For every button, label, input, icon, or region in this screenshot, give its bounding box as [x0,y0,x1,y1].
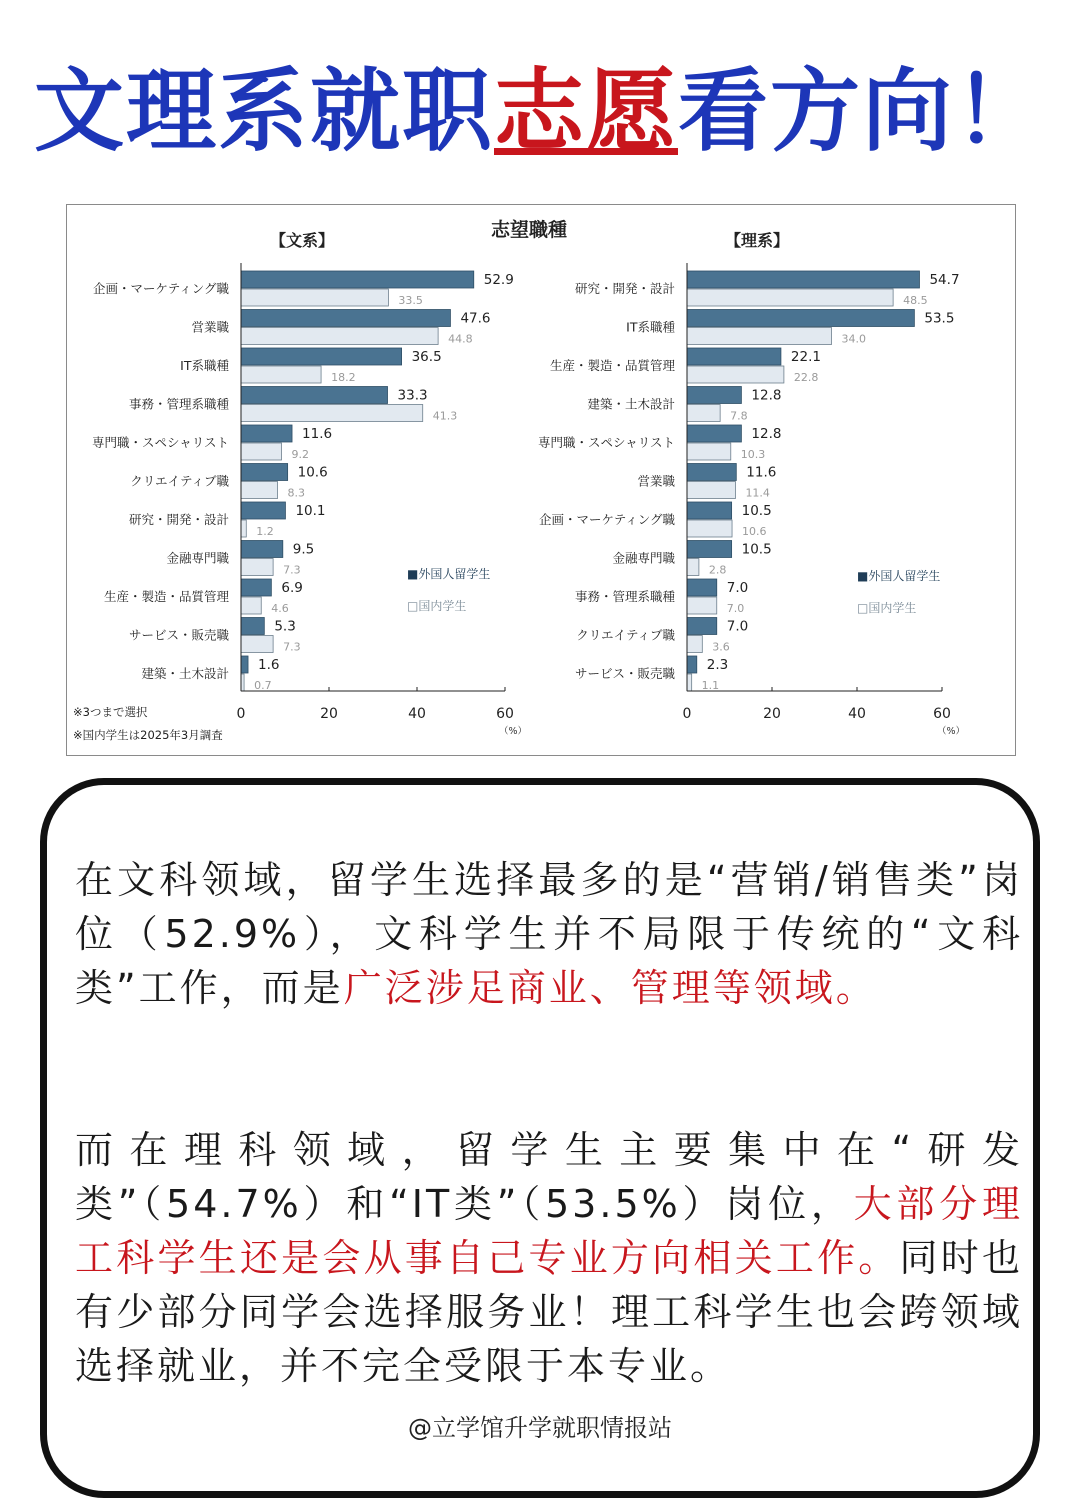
humanities-value-domestic: 8.3 [287,486,306,500]
job-preference-chart [67,205,1015,755]
humanities-value-international: 11.6 [302,426,333,442]
text-card [40,778,1040,1498]
science-value-domestic: 2.8 [708,563,727,577]
humanities-value-domestic: 0.7 [254,679,272,692]
humanities-category-label: 企画・マーケティング職 [92,281,229,296]
science-category-label: 金融専門職 [612,550,675,566]
humanities-legend-domestic: □国内学生 [407,599,467,613]
science-value-international: 10.5 [741,503,772,519]
humanities-value-international: 5.3 [274,618,296,635]
science-bar-domestic [687,597,717,614]
science-bar-domestic [687,520,732,537]
science-bar-international [687,271,919,288]
humanities-bar-international [241,387,388,404]
humanities-bar-international [241,348,402,365]
humanities-category-label: 金融専門職 [166,550,229,566]
humanities-bar-international [241,618,264,635]
science-bar-domestic [687,559,699,576]
science-value-domestic: 3.6 [712,640,730,654]
science-category-label: 専門職・スペシャリスト [537,435,675,450]
science-bar-international [687,387,741,404]
paragraph-1-text: 在文科领域，留学生选择最多的是“营销/销售类”岗位（52.9%），文科学生并不局限于传统的“文科类”工作，而是 [75,858,1023,1010]
humanities-value-domestic: 9.2 [291,448,309,461]
science-bar-domestic [687,366,784,383]
science-category-label: 事務・管理系職種 [574,589,675,604]
humanities-value-domestic: 7.3 [283,640,301,654]
humanities-bar-domestic [241,636,273,653]
science-category-label: 研究・開発・設計 [574,281,675,296]
humanities-value-domestic: 4.6 [271,602,289,615]
science-bar-domestic [687,405,720,422]
science-value-international: 7.0 [726,580,749,596]
humanities-bar-international [241,541,283,558]
science-bar-international [687,541,732,558]
humanities-bar-domestic [241,482,278,499]
science-category-label: 営業職 [637,473,675,489]
science-value-domestic: 10.3 [740,448,766,461]
humanities-value-domestic: 33.5 [398,294,423,307]
humanities-category-label: 営業職 [191,319,229,335]
paragraph-humanities [75,853,1023,1015]
humanities-value-domestic: 1.2 [256,525,274,538]
science-value-international: 22.1 [790,349,821,365]
humanities-bar-international [241,464,288,481]
science-category-label: 生産・製造・品質管理 [549,358,675,373]
science-value-international: 2.3 [706,657,729,673]
science-bar-international [687,502,732,519]
paragraph-2-text-after: 同时也有少部分同学会选择服务业！理工科学生也会跨领域选择就业，并不完全受限于本专业。 [75,1236,1023,1388]
science-x-unit: （%） [936,726,966,737]
science-x-tick-label: 60 [933,706,951,722]
science-value-domestic: 7.0 [726,602,745,615]
science-value-international: 12.8 [751,387,782,404]
humanities-value-international: 10.1 [295,503,326,519]
humanities-bar-international [241,271,474,288]
science-category-label: サービス・販売職 [574,666,675,681]
humanities-value-international: 6.9 [281,580,303,596]
humanities-category-label: サービス・販売職 [128,627,229,643]
humanities-bar-international [241,310,450,327]
humanities-value-domestic: 7.3 [283,563,301,577]
humanities-bar-domestic [241,405,423,422]
humanities-bar-international [241,656,248,673]
footer-credit: @立学馆升学就职情报站 [408,1414,672,1442]
science-x-tick-label: 40 [848,706,866,722]
humanities-chart-note: ※3つまで選択 [73,705,148,719]
science-legend-domestic: □国内学生 [857,601,917,615]
science-value-international: 11.6 [746,464,777,481]
humanities-category-label: 専門職・スペシャリスト [91,435,229,450]
humanities-bar-domestic [241,289,388,306]
science-bar-domestic [687,636,702,653]
humanities-value-international: 9.5 [292,541,315,558]
science-bar-international [687,656,697,673]
science-bar-domestic [687,328,832,345]
science-bar-international [687,618,717,635]
science-bar-domestic [687,443,731,460]
humanities-bar-international [241,579,271,596]
science-category-label: 企画・マーケティング職 [538,512,675,527]
science-x-tick-label: 0 [682,706,692,722]
science-legend-international: ■外国人留学生 [857,569,941,583]
chart-panel [66,204,1016,756]
science-bar-international [687,310,914,327]
humanities-value-domestic: 44.8 [448,332,473,346]
humanities-category-label: IT系職種 [180,358,229,373]
science-value-international: 7.0 [726,618,749,635]
humanities-bar-domestic [241,520,246,537]
humanities-bar-domestic [241,328,438,345]
science-x-tick-label: 20 [763,706,781,722]
humanities-x-tick-label: 40 [408,706,426,722]
humanities-x-tick-label: 60 [496,706,514,722]
science-value-domestic: 11.4 [745,486,770,500]
humanities-value-international: 36.5 [411,349,442,365]
title-part-3: 看方向！ [678,59,1046,164]
science-value-international: 53.5 [924,310,955,327]
paragraph-2-highlight: 大部分理工科学生还是会从事自己专业方向相关工作。 [75,1182,1023,1280]
science-value-domestic: 7.8 [730,409,748,423]
humanities-category-label: 建築・土木設計 [141,666,229,681]
humanities-bar-domestic [241,559,273,576]
science-bar-international [687,348,781,365]
humanities-legend-international: ■外国人留学生 [407,567,491,581]
paragraph-science [75,1123,1023,1393]
humanities-chart-note: ※国内学生は2025年3月調査 [73,728,223,742]
humanities-category-label: 研究・開発・設計 [128,512,229,527]
science-bar-international [687,579,717,596]
humanities-bar-international [241,502,285,519]
title-part-1: 文理系就职 [34,59,494,164]
humanities-value-international: 52.9 [483,272,514,288]
science-chart-title: 【理系】 [724,231,790,250]
science-bar-international [687,464,736,481]
humanities-value-international: 33.3 [397,387,428,404]
humanities-category-label: 事務・管理系職種 [128,396,229,412]
science-value-domestic: 22.8 [793,371,819,384]
humanities-chart-title: 【文系】 [269,231,335,250]
humanities-x-tick-label: 0 [236,706,246,722]
science-value-international: 12.8 [751,426,782,442]
science-category-label: IT系職種 [626,319,675,335]
humanities-bar-domestic [241,366,321,383]
humanities-value-domestic: 18.2 [331,371,356,384]
science-bar-domestic [687,674,692,691]
humanities-bar-domestic [241,597,261,614]
humanities-x-tick-label: 20 [320,706,338,722]
science-category-label: 建築・土木設計 [587,396,675,412]
humanities-value-international: 1.6 [258,657,280,673]
humanities-bar-international [241,425,292,442]
science-category-label: クリエイティブ職 [576,627,675,643]
paragraph-1-highlight: 广泛涉足商业、管理等领域。 [343,966,877,1010]
science-bar-domestic [687,289,893,306]
science-bar-domestic [687,482,735,499]
humanities-category-label: クリエイティブ職 [130,473,229,489]
humanities-value-international: 10.6 [297,464,328,481]
humanities-value-domestic: 41.3 [432,409,458,423]
title-part-2-highlight: 志愿 [494,59,678,164]
humanities-x-unit: （%） [498,726,528,737]
science-value-domestic: 1.1 [701,679,720,692]
humanities-bar-domestic [241,443,281,460]
science-value-international: 10.5 [741,541,772,558]
science-value-international: 54.7 [929,272,960,288]
science-bar-international [687,425,741,442]
humanities-value-international: 47.6 [460,310,491,327]
chart-main-title: 志望職種 [490,219,568,241]
science-value-domestic: 34.0 [841,332,866,346]
humanities-category-label: 生産・製造・品質管理 [103,589,229,604]
science-value-domestic: 48.5 [903,294,928,307]
paragraph-2-text-before: 而在理科领域，留学生主要集中在“研发类”（54.7%）和“IT类”（53.5%）岗位， [75,1128,1023,1226]
page-title [0,52,1080,172]
science-value-domestic: 10.6 [742,525,767,538]
